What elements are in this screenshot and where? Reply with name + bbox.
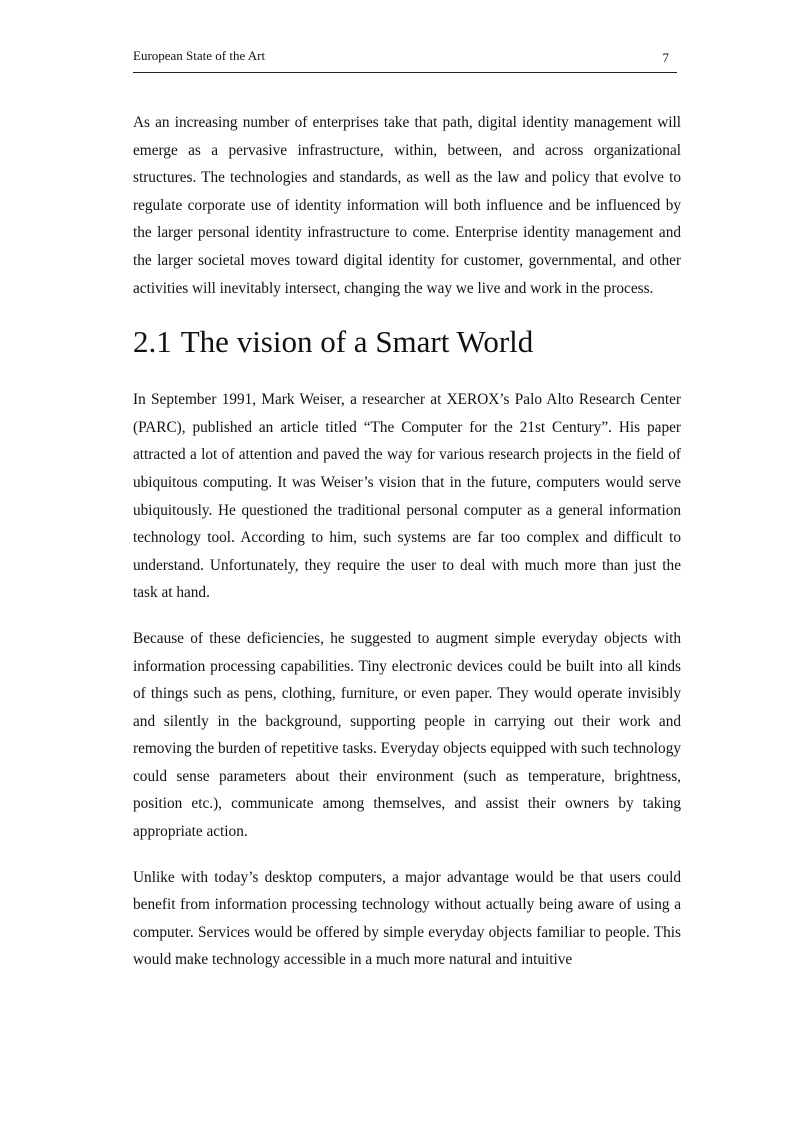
page-number: 7 — [662, 50, 669, 65]
page-body — [133, 109, 681, 974]
intro-paragraph: As an increasing number of enterprises take that path, digital identity management will emerge as a pervasive infrastructure, within, between, and across organizational structures. The technologies and standards, as well as the law and policy that evolve to regulate corporate use of identity information will both influence and be influenced by the larger personal identity infrastructure to come. Enterprise identity management and the larger societal moves toward digital identity for customer, governmental, and other activities will inevitably intersect, changing the way we live and work in the process. — [133, 114, 681, 297]
section-heading — [133, 322, 681, 362]
section-paragraph-3: Unlike with today’s desktop computers, a major advantage would be that users could benefit from information processing technology without actually being aware of using a computer. Services would be offered by simple everyday objects familiar to people. This would make technology accessible in a much more natural and intuitive — [133, 868, 681, 969]
section-number: 2.1 — [133, 324, 172, 360]
running-header-title: European State of the Art — [133, 48, 266, 63]
section-paragraph-2: Because of these deficiencies, he suggested to augment simple everyday objects with information processing capabilities. Tiny electronic devices could be built into all kinds of things such as pens, clothing, furniture, or even paper. They would operate invisibly and silently in the background, supporting people in carrying out their work and removing the burden of repetitive tasks. Everyday objects equipped with such technology could sense parameters about their environment (such as temperature, brightness, position etc.), communicate among themselves, and assist their owners by taking appropriate action. — [133, 629, 681, 841]
page-header — [133, 46, 677, 73]
section-title: The vision of a Smart World — [180, 324, 534, 360]
section-paragraph-1: In September 1991, Mark Weiser, a researcher at XEROX’s Palo Alto Research Center (PARC), published an article titled “The Computer for the 21st Century”. His paper attracted a lot of attention and paved the way for various research projects in the field of ubiquitous computing. It was Weiser’s vision that in the future, computers would serve ubiquitously. He questioned the traditional personal computer as a general information technology tool. According to him, such systems are far too complex and difficult to understand. Unfortunately, they require the user to deal with much more than just the task at hand. — [133, 391, 681, 602]
